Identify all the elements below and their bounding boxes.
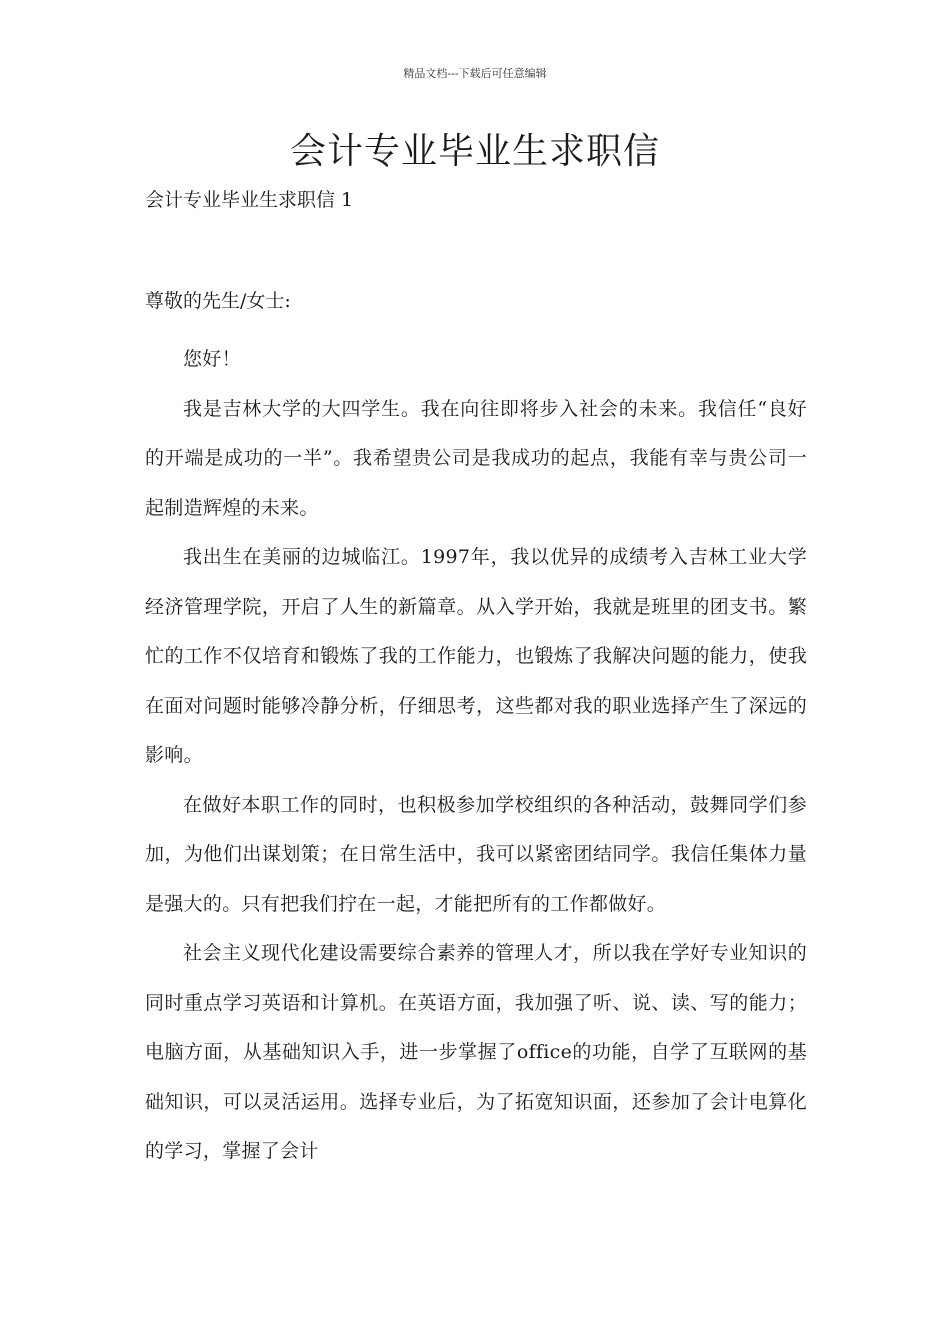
letter-body <box>145 335 807 1177</box>
greeting-paragraph: 您好！ <box>183 348 241 370</box>
body-paragraph: 在做好本职工作的同时，也积极参加学校组织的各种活动，鼓舞同学们参加，为他们出谋划策；在日常生活中，我可以紧密团结同学。我信任集体力量是强大的。只有把我们拧在一起，才能把所有的工作都做好。 <box>145 793 807 915</box>
page-header: 精品文档---下载后可任意编辑 <box>403 67 547 80</box>
body-paragraph: 我出生在美丽的边城临江。1997年，我以优异的成绩考入吉林工业大学经济管理学院，开启了人生的新篇章。从入学开始，我就是班里的团支书。繁忙的工作不仅培育和锻炼了我的工作能力，也锻炼了我解决问题的能力，使我在面对问题时能够冷静分析，仔细思考，这些都对我的职业选择产生了深远的影响。 <box>145 546 807 766</box>
salutation: 尊敬的先生/女士: <box>145 290 291 312</box>
document-title: 会计专业毕业生求职信 <box>289 131 660 172</box>
body-paragraph: 社会主义现代化建设需要综合素养的管理人才，所以我在学好专业知识的同时重点学习英语和计算机。在英语方面，我加强了听、说、读、写的能力；电脑方面，从基础知识入手，进一步掌握了office的功能，自学了互联网的基础知识，可以灵活运用。选择专业后，为了拓宽知识面，还参加了会计电算化的学习，掌握了会计 <box>145 942 807 1162</box>
body-paragraph: 我是吉林大学的大四学生。我在向往即将步入社会的未来。我信任“良好的开端是成功的一半”。我希望贵公司是我成功的起点，我能有幸与贵公司一起制造辉煌的未来。 <box>145 397 807 519</box>
document-subtitle: 会计专业毕业生求职信 1 <box>145 189 354 211</box>
